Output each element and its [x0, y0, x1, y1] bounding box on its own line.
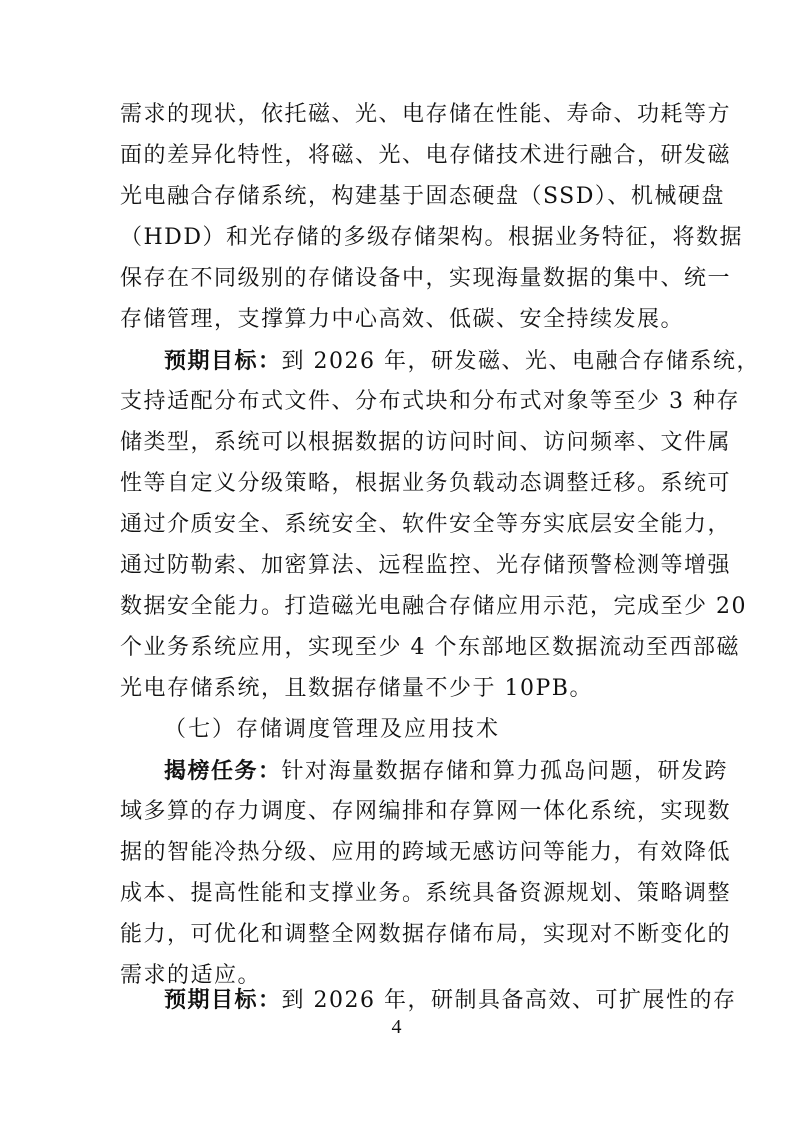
- target-label: 预期目标：: [164, 348, 282, 374]
- body-text-line: 需求的现状，依托磁、光、电存储在性能、寿命、功耗等方: [120, 102, 732, 127]
- body-text-line: 能力，可优化和调整全网数据存储布局，实现对不断变化的: [120, 922, 732, 947]
- body-text-line: 支持适配分布式文件、分布式块和分布式对象等至少 3 种存: [120, 389, 740, 414]
- body-text-line: 面的差异化特性，将磁、光、电存储技术进行融合，研发磁: [120, 143, 732, 168]
- body-text-line: 域多算的存力调度、存网编排和存算网一体化系统，实现数: [120, 799, 732, 824]
- body-text-line: 光电存储系统，且数据存储量不少于 10PB。: [120, 676, 593, 701]
- body-text-line: 性等自定义分级策略，根据业务负载动态调整迁移。系统可: [120, 471, 732, 496]
- section-heading: （七）存储调度管理及应用技术: [164, 717, 501, 742]
- body-text-line: 个业务系统应用，实现至少 4 个东部地区数据流动至西部磁: [120, 635, 740, 660]
- body-text-line: 数据安全能力。打造磁光电融合存储应用示范，完成至少 20: [120, 594, 747, 619]
- target-text: 到 2026 年，研发磁、光、电融合存储系统，: [281, 349, 760, 374]
- body-text-line: （HDD）和光存储的多级存储架构。根据业务特征，将数据: [120, 225, 743, 250]
- target-paragraph-first-line: [164, 346, 760, 376]
- body-text-line: 据的智能冷热分级、应用的跨域无感访问等能力，有效降低: [120, 840, 732, 865]
- body-text-line: 存储管理，支撑算力中心高效、低碳、安全持续发展。: [120, 307, 685, 332]
- body-text-line: 储类型，系统可以根据数据的访问时间、访问频率、文件属: [120, 430, 732, 455]
- body-text-line: 需求的适应。: [120, 963, 262, 988]
- target-text: 到 2026 年，研制具备高效、可扩展性的存: [281, 988, 737, 1013]
- task-paragraph-first-line: [164, 756, 729, 786]
- body-text-line: 光电融合存储系统，构建基于固态硬盘（SSD）、机械硬盘: [120, 184, 725, 209]
- body-text-line: 成本、提高性能和支撑业务。系统具备资源规划、策略调整: [120, 881, 732, 906]
- task-label: 揭榜任务：: [164, 758, 282, 784]
- target-label: 预期目标：: [164, 987, 282, 1013]
- body-text-line: 通过介质安全、系统安全、软件安全等夯实底层安全能力，: [120, 512, 732, 537]
- body-text-line: 保存在不同级别的存储设备中，实现海量数据的集中、统一: [120, 266, 732, 291]
- page-number: 4: [391, 1016, 402, 1038]
- task-text: 针对海量数据存储和算力孤岛问题，研发跨: [281, 759, 729, 784]
- target-paragraph-first-line: [164, 985, 737, 1015]
- body-text-line: 通过防勒索、加密算法、远程监控、光存储预警检测等增强: [120, 553, 732, 578]
